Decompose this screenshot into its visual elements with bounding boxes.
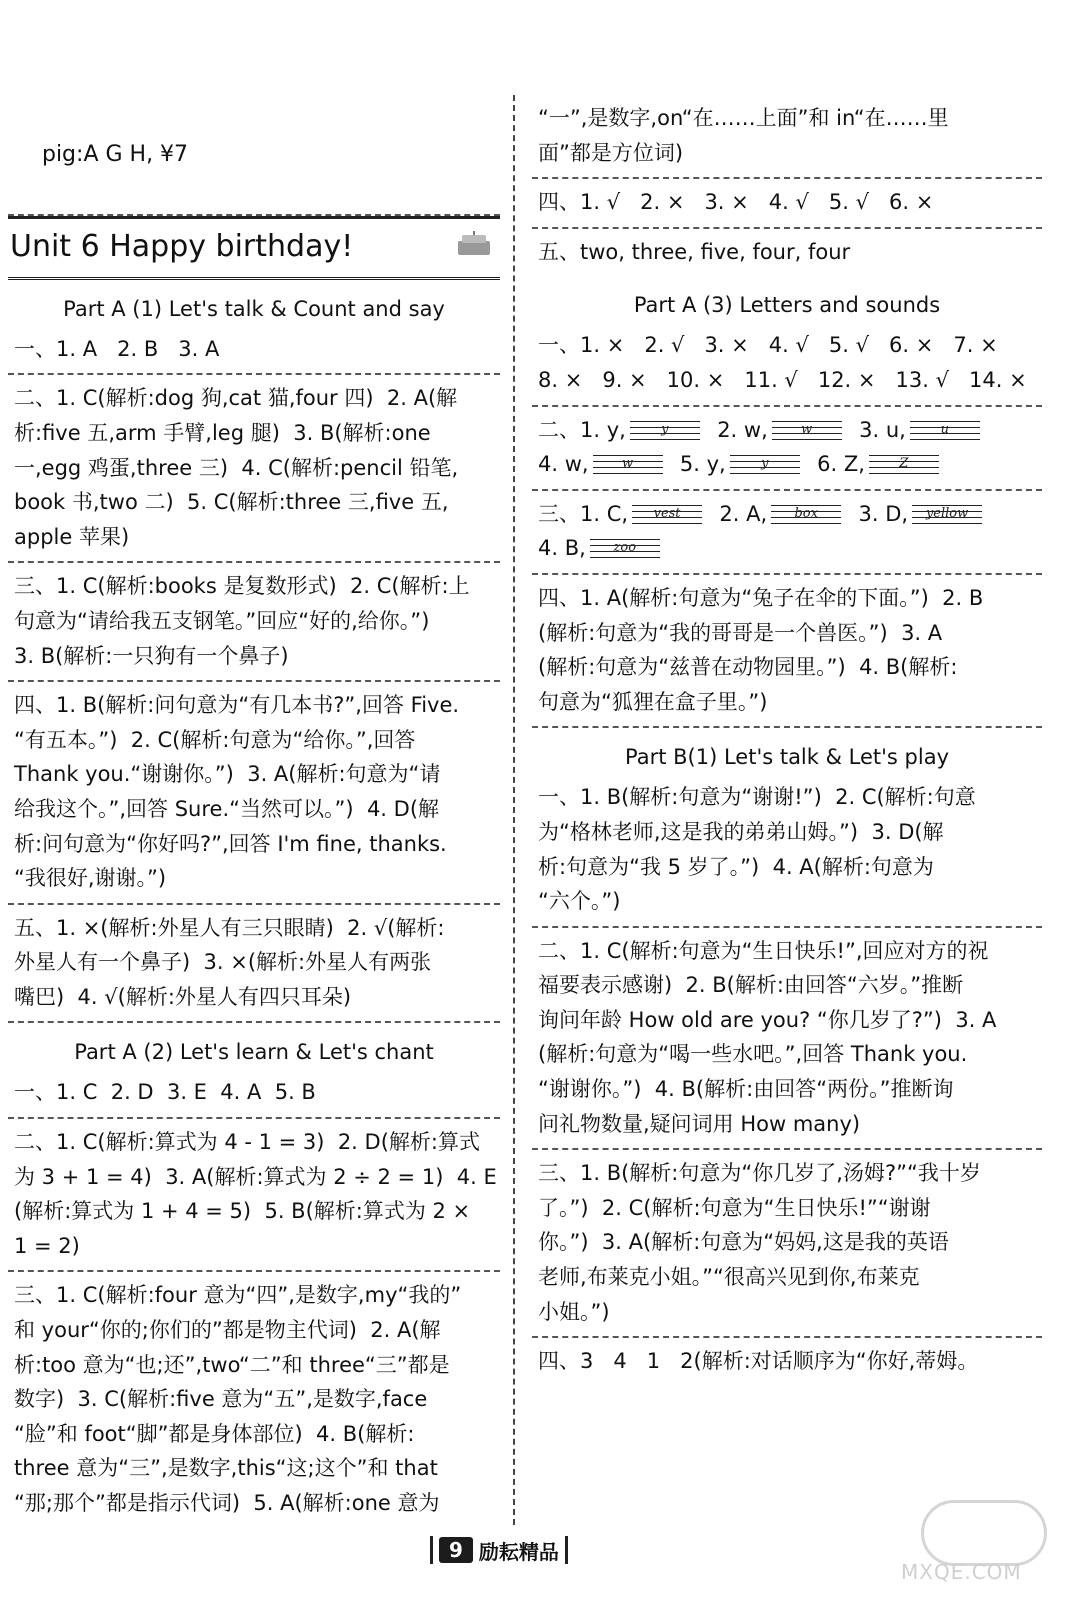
answer-line (538, 497, 1040, 532)
answer-block-b1-3 (532, 1150, 1042, 1338)
answer-line: apple 苹果) (14, 524, 130, 549)
answer-block-a3-3 (532, 491, 1042, 575)
answer-block-a2-1 (8, 1069, 500, 1119)
answer-line: book 书,two 二) 5. C(解析:three 三,five 五, (14, 490, 449, 515)
answer-line: 五、1. ×(解析:外星人有三只眼睛) 2. √(解析: (14, 915, 445, 940)
answer-line: 析:句意为“我 5 岁了。”) 4. A(解析:句意为 (538, 854, 934, 879)
answer-line: 给我这个。”,回答 Sure.“当然可以。”) 4. D(解 (14, 796, 440, 821)
handwritten-word: vest (653, 505, 681, 521)
answer-line: 四、1. B(解析:问句意为“有几本书?”,回答 Five. (14, 693, 460, 718)
answer-block-a1-3 (8, 563, 500, 682)
answer-block-a2-3 (8, 1272, 500, 1527)
handwritten-word: w (801, 421, 813, 437)
unit-title: Unit 6 Happy birthday! (10, 228, 354, 264)
answer-line: 四、1. √ 2. × 3. × 4. √ 5. √ 6. × (538, 190, 934, 215)
handwriting-lines (912, 502, 982, 528)
answer-block-a1-1 (8, 326, 500, 376)
answer-line: 一,egg 鸡蛋,three 三) 4. C(解析:pencil 铅笔, (14, 455, 459, 480)
handwritten-word: box (794, 505, 818, 521)
handwriting-lines (730, 452, 800, 478)
footer-bar-right (565, 1536, 568, 1564)
answer-line: 句意为“请给我五支钢笔。”回应“好的,给你。”) (14, 608, 430, 633)
answer-line: 三、1. B(解析:句意为“你几岁了,汤姆?”“我十岁 (538, 1161, 981, 1186)
answer-line: “六个。”) (538, 889, 621, 914)
handwriting-lines (869, 452, 939, 478)
right-column (532, 95, 1042, 1386)
answer-line: “谢谢你。”) 4. B(解析:由回答“两份。”推断询 (538, 1077, 954, 1102)
handwritten-word: w (621, 456, 634, 472)
answer-line: 句意为“狐狸在盒子里。”) (538, 689, 768, 714)
answer-line: 3. B(解析:一只狗有一个鼻子) (14, 643, 289, 668)
handwritten-word: y (661, 421, 669, 437)
handwriting-lines (771, 502, 841, 528)
answer-block-b1-4 (532, 1338, 1042, 1386)
top-line (8, 95, 500, 216)
item-label: 1. y, (580, 417, 626, 442)
section-title-part-a3: Part A (3) Letters and sounds (633, 293, 941, 318)
answer-line: 三、1. C(解析:books 是复数形式) 2. C(解析:上 (14, 574, 470, 599)
answer-line: 三、1. C(解析:four 意为“四”,是数字,my“我的” (14, 1283, 462, 1308)
answer-line: 二、1. C(解析:句意为“生日快乐!”,回应对方的祝 (538, 938, 989, 963)
answer-line: 询问年龄 How old are you? “你几岁了?”) 3. A (538, 1007, 997, 1032)
handwriting-lines (772, 418, 842, 444)
answer-line: 四、3 4 1 2(解析:对话顺序为“你好,蒂姆。 (538, 1349, 979, 1374)
answer-line: 一、1. B(解析:句意为“谢谢!”) 2. C(解析:句意 (538, 785, 976, 810)
answer-block-a1-5 (8, 905, 500, 1024)
handwriting-lines (632, 502, 702, 528)
column-divider (513, 95, 515, 1525)
answer-block-a3-1 (532, 322, 1042, 406)
answer-line: 一、1. C 2. D 3. E 4. A 5. B (14, 1080, 316, 1105)
answer-line: “脸”和 foot“脚”都是身体部位) 4. B(解析: (14, 1421, 415, 1446)
handwriting-lines (593, 452, 663, 478)
answer-line: (解析:句意为“兹普在动物园里。”) 4. B(解析: (538, 655, 958, 680)
answer-line: “一”,是数字,on“在……上面”和 in“在……里 (538, 106, 949, 130)
answer-line: 8. × 9. × 10. × 11. √ 12. × 13. √ 14. × (538, 367, 1027, 392)
cake-icon (454, 231, 494, 257)
answer-line: 老师,布莱克小姐。”“很高兴见到你,布莱克 (538, 1265, 920, 1290)
answer-line: 一、1. A 2. B 3. A (14, 336, 220, 361)
section-prefix: 三、 (538, 501, 580, 526)
watermark-text: MXQE.COM (901, 1560, 1022, 1584)
answer-line: 二、1. C(解析:算式为 4 - 1 = 3) 2. D(解析:算式 (14, 1130, 480, 1155)
answer-block-a2-2 (8, 1119, 500, 1272)
answer-block-a1-4 (8, 682, 500, 905)
answer-line: 析:five 五,arm 手臂,leg 腿) 3. B(解析:one (14, 420, 431, 445)
answer-line: 数字) 3. C(解析:five 意为“五”,是数字,face (14, 1387, 428, 1412)
answer-line: 为“格林老师,这是我的弟弟山姆。”) 3. D(解 (538, 819, 944, 844)
answer-line: (解析:句意为“我的哥哥是一个兽医。”) 3. A (538, 620, 943, 645)
handwritten-word: u (940, 421, 949, 437)
answer-line: 一、1. × 2. √ 3. × 4. √ 5. √ 6. × 7. × (538, 333, 998, 358)
page-number: 9 (439, 1537, 473, 1563)
answer-line (538, 447, 1040, 482)
item-label: 5. y, (679, 452, 726, 477)
section-title-part-a2: Part A (2) Let's learn & Let's chant (74, 1040, 434, 1065)
answer-block-a2-4 (532, 179, 1042, 229)
answer-line: Thank you.“谢谢你。”) 3. A(解析:句意为“请 (14, 762, 441, 787)
answer-block-a3-4 (532, 575, 1042, 728)
handwritten-word: yellow (925, 505, 969, 521)
top-line-text: pig:A G H, ¥7 (41, 141, 189, 167)
answer-block-a2-5 (532, 229, 1042, 277)
answer-line: 和 your“你的;你们的”都是物主代词) 2. A(解 (14, 1318, 441, 1343)
watermark (901, 1500, 1061, 1590)
answer-block-a1-2 (8, 375, 500, 563)
answer-line: 了。”) 2. C(解析:句意为“生日快乐!”“谢谢 (538, 1195, 931, 1220)
answer-line: 二、1. C(解析:dog 狗,cat 猫,four 四) 2. A(解 (14, 386, 458, 411)
item-label: 1. C, (580, 501, 629, 526)
item-label: 3. u, (859, 417, 906, 442)
section-title-part-b1: Part B(1) Let's talk & Let's play (625, 745, 949, 770)
answer-line: 你。”) 3. A(解析:句意为“妈妈,这是我的英语 (538, 1230, 949, 1255)
answer-line (538, 531, 1040, 566)
section-title-part-a1: Part A (1) Let's talk & Count and say (63, 296, 445, 321)
answer-line: 嘴巴) 4. √(解析:外星人有四只耳朵) (14, 984, 352, 1009)
answer-line: 小姐。”) (538, 1299, 610, 1324)
handwriting-lines (630, 418, 700, 444)
answer-line: 析:问句意为“你好吗?”,回答 I'm fine, thanks. (14, 831, 447, 856)
item-label: 2. w, (717, 417, 768, 442)
watermark-logo-icon (921, 1500, 1047, 1566)
answer-block-a3-2 (532, 407, 1042, 491)
answer-line: (解析:算式为 1 + 4 = 5) 5. B(解析:算式为 2 × (14, 1199, 471, 1224)
answer-line: “我很好,谢谢。”) (14, 866, 167, 891)
section-prefix: 二、 (538, 417, 580, 442)
handwritten-word: Z (899, 456, 909, 472)
answer-line: “那;那个”都是指示代词) 5. A(解析:one 意为 (14, 1491, 440, 1515)
footer-brand: 励耘精品 (478, 1539, 559, 1564)
footer-bar-left (430, 1536, 433, 1564)
answer-block-continued (532, 95, 1042, 179)
handwritten-word: y (761, 456, 769, 472)
answer-line (538, 413, 1040, 448)
answer-block-b1-2 (532, 928, 1042, 1151)
handwritten-word: zoo (613, 540, 637, 556)
answer-line: 福要表示感谢) 2. B(解析:由回答“六岁。”推断 (538, 973, 964, 998)
answer-line: “有五本。”) 2. C(解析:句意为“给你。”,回答 (14, 727, 416, 752)
item-label: 2. A, (719, 501, 768, 526)
answer-line: 析:too 意为“也;还”,two“二”和 three“三”都是 (14, 1352, 450, 1377)
handwriting-lines (590, 536, 660, 562)
answer-line: 外星人有一个鼻子) 3. ×(解析:外星人有两张 (14, 950, 432, 975)
answer-line: 1 = 2) (14, 1233, 80, 1258)
answer-line: three 意为“三”,是数字,this“这;这个”和 that (14, 1456, 438, 1481)
item-label: 4. B, (538, 536, 586, 561)
page-footer (430, 1532, 620, 1568)
unit-heading (8, 216, 500, 280)
item-label: 4. w, (538, 452, 589, 477)
handwriting-lines (910, 418, 980, 444)
item-label: 6. Z, (817, 452, 865, 477)
answer-line: 五、two, three, five, four, four (538, 239, 851, 264)
answer-line: 四、1. A(解析:句意为“兔子在伞的下面。”) 2. B (538, 585, 984, 610)
answer-line: 为 3 + 1 = 4) 3. A(解析:算式为 2 ÷ 2 = 1) 4. E (14, 1164, 497, 1189)
left-column (8, 95, 500, 1528)
item-label: 3. D, (858, 501, 909, 526)
answer-line: (解析:句意为“喝一些水吧。”,回答 Thank you. (538, 1042, 968, 1067)
answer-line: 问礼物数量,疑问词用 How many) (538, 1111, 861, 1136)
answer-line: 面”都是方位词) (538, 140, 684, 165)
answer-block-b1-1 (532, 774, 1042, 927)
